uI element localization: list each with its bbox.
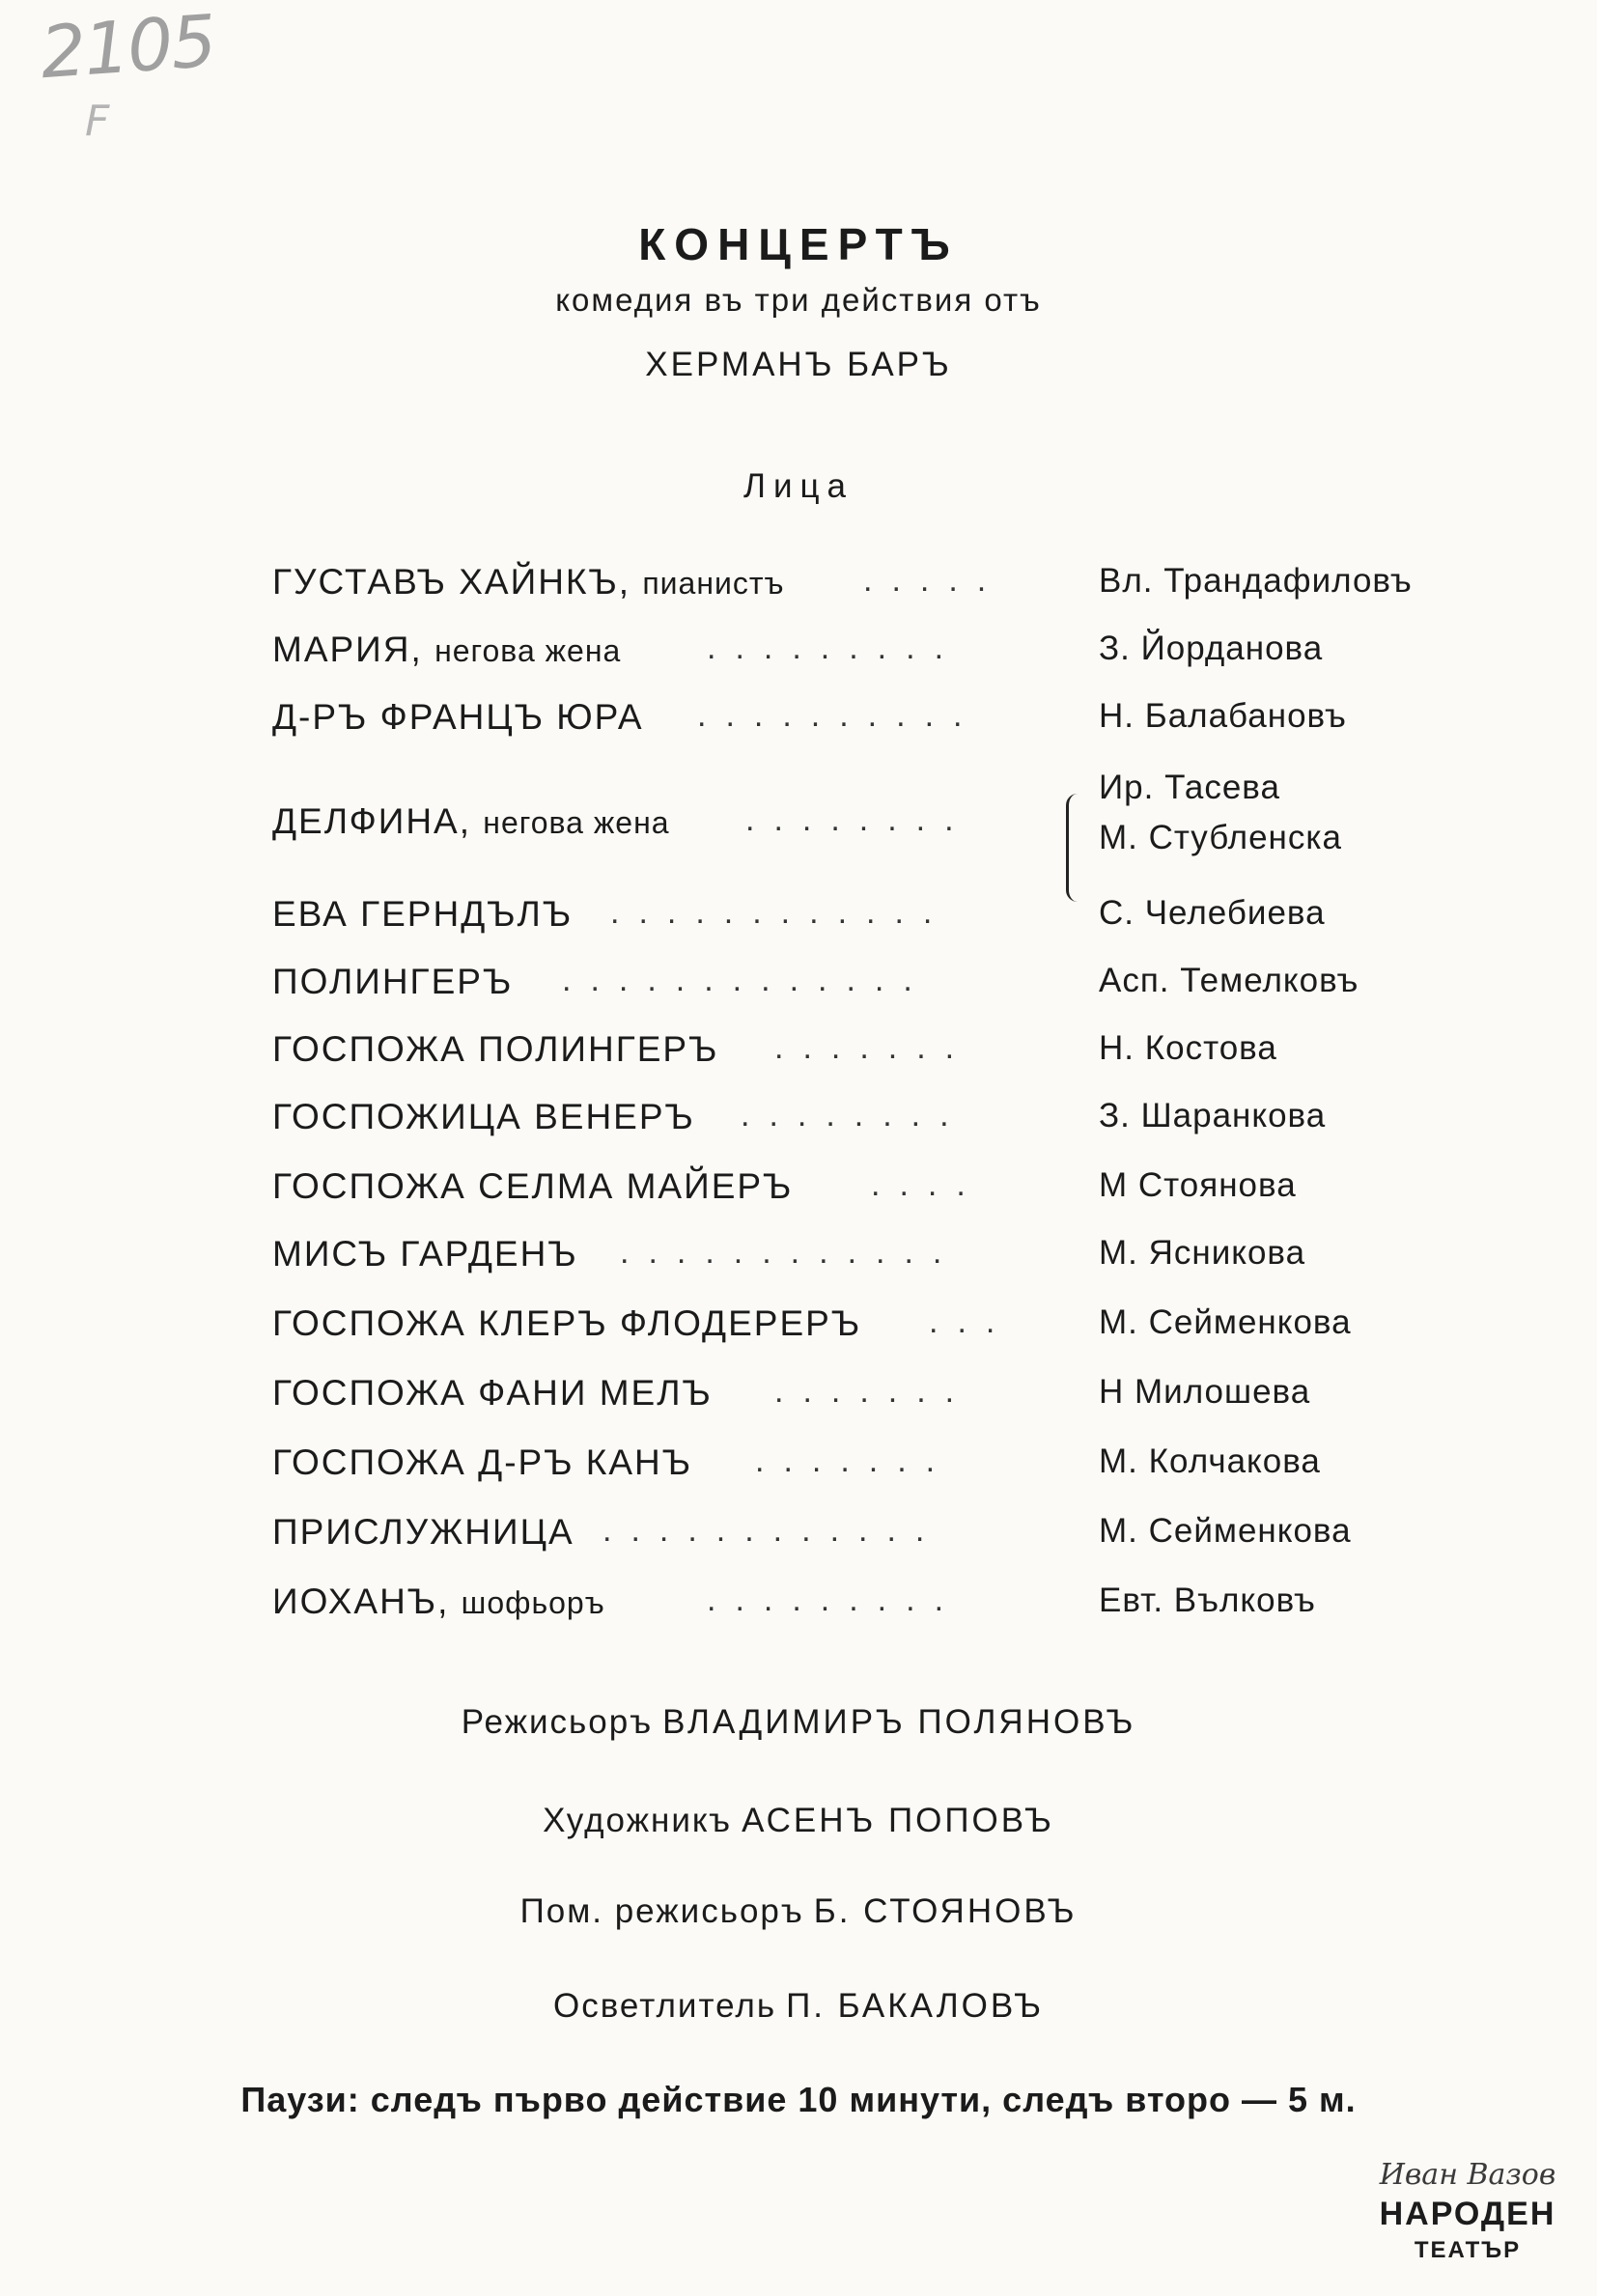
role-name: ГОСПОЖА ПОЛИНГЕРЪ: [272, 1029, 719, 1069]
leader-dots: .......: [755, 1442, 955, 1479]
actor-name: Н Милошева: [1099, 1373, 1311, 1411]
leader-dots: ............: [602, 1512, 944, 1549]
leader-dots: .....: [863, 562, 1006, 599]
role-name: ГУСТАВЪ ХАЙНКЪ, пианистъ: [272, 562, 785, 602]
seal-word-national: НАРОДЕН: [1379, 2196, 1556, 2232]
actor-name: С. Челебиева: [1099, 894, 1326, 932]
actor-name-alternate: М. Стубленска: [1099, 819, 1342, 856]
intermission-note: Паузи: следъ първо действие 10 минути, следъ второ — 5 м.: [240, 2080, 1357, 2119]
role-name: ГОСПОЖА Д-РЪ КАНЪ: [272, 1442, 693, 1482]
leader-dots: .........: [707, 1582, 964, 1618]
credit-lighting: Осветлитель П. БАКАЛОВЪ: [553, 1987, 1044, 2025]
cast-row: [272, 1234, 1470, 1288]
leader-dots: .............: [562, 962, 932, 998]
actor-name: Вл. Трандафиловъ: [1099, 562, 1413, 600]
theatre-seal: [1371, 2145, 1564, 2271]
brace-bracket: [1066, 794, 1082, 902]
leader-dots: ........: [741, 1097, 968, 1134]
credit-assistant-director: Пом. режисьоръ Б. СТОЯНОВЪ: [519, 1892, 1078, 1930]
cast-row: [272, 1442, 1470, 1497]
cast-row: [272, 1166, 1470, 1220]
credit-director: Режисьоръ ВЛАДИМИРЪ ПОЛЯНОВЪ: [461, 1703, 1136, 1741]
actor-name: Асп. Темелковъ: [1099, 962, 1359, 999]
leader-dots: ........: [745, 801, 973, 838]
leader-dots: ...: [929, 1303, 1015, 1340]
leader-dots: ..........: [697, 697, 982, 734]
cast-row: [272, 769, 1470, 856]
role-name: ЕВА ГЕРНДЪЛЪ: [272, 894, 574, 934]
actor-name: Н. Костова: [1099, 1029, 1277, 1067]
play-title: КОНЦЕРТЪ: [638, 219, 959, 269]
cast-row: [272, 1303, 1470, 1358]
role-name: ГОСПОЖА ФАНИ МЕЛЪ: [272, 1373, 713, 1413]
cast-row: [272, 1097, 1470, 1151]
play-author: ХЕРМАНЪ БАРЪ: [645, 346, 952, 383]
cast-row: [272, 1512, 1470, 1566]
cast-row: [272, 630, 1470, 684]
cast-row: [272, 1582, 1470, 1636]
role-name: ГОСПОЖИЦА ВЕНЕРЪ: [272, 1097, 695, 1136]
credit-artist: Художникъ АСЕНЪ ПОПОВЪ: [543, 1802, 1054, 1839]
archive-mark: F: [85, 97, 110, 146]
leader-dots: ....: [871, 1166, 985, 1203]
actor-name: Евт. Вълковъ: [1099, 1582, 1316, 1619]
leader-dots: .......: [774, 1373, 974, 1410]
role-name: ГОСПОЖА КЛЕРЪ ФЛОДЕРЕРЪ: [272, 1303, 862, 1343]
archive-number: 2105: [38, 0, 218, 96]
cast-row: [272, 697, 1470, 751]
seal-word-theatre: ТЕАТЪР: [1414, 2237, 1522, 2263]
role-name: ДЕЛФИНА, негова жена: [272, 801, 670, 841]
actor-name: М. Сейменкова: [1099, 1303, 1352, 1341]
cast-row: [272, 894, 1470, 948]
seal-signature: Иван Вазов: [1379, 2158, 1556, 2192]
play-subtitle: комедия въ три действия отъ: [555, 282, 1042, 318]
role-name: Д-РЪ ФРАНЦЪ ЮРА: [272, 697, 644, 737]
role-name: МИСЪ ГАРДЕНЪ: [272, 1234, 578, 1274]
actor-name: Ир. Тасева: [1099, 769, 1280, 806]
persons-heading: Лица: [742, 467, 855, 505]
leader-dots: .........: [707, 630, 964, 666]
cast-row: [272, 1029, 1470, 1083]
actor-name: М. Колчакова: [1099, 1442, 1321, 1480]
cast-row: [272, 562, 1470, 616]
role-name: ПОЛИНГЕРЪ: [272, 962, 514, 1001]
actor-name: З. Йорданова: [1099, 630, 1324, 667]
actor-name: М Стоянова: [1099, 1166, 1297, 1204]
leader-dots: .......: [774, 1029, 974, 1066]
actor-name: Н. Балабановъ: [1099, 697, 1347, 735]
role-name: ИОХАНЪ, шофьоръ: [272, 1582, 605, 1621]
actor-name: М. Сейменкова: [1099, 1512, 1352, 1550]
role-name: МАРИЯ, негова жена: [272, 630, 622, 669]
cast-row: [272, 962, 1470, 1016]
actor-name: М. Ясникова: [1099, 1234, 1306, 1272]
role-name: ПРИСЛУЖНИЦА: [272, 1512, 574, 1552]
theatre-seal-icon: [1371, 2145, 1564, 2271]
leader-dots: ............: [620, 1234, 962, 1271]
cast-row: [272, 1373, 1470, 1427]
role-name: ГОСПОЖА СЕЛМА МАЙЕРЪ: [272, 1166, 794, 1206]
actor-name: З. Шаранкова: [1099, 1097, 1327, 1134]
leader-dots: ............: [610, 894, 952, 931]
